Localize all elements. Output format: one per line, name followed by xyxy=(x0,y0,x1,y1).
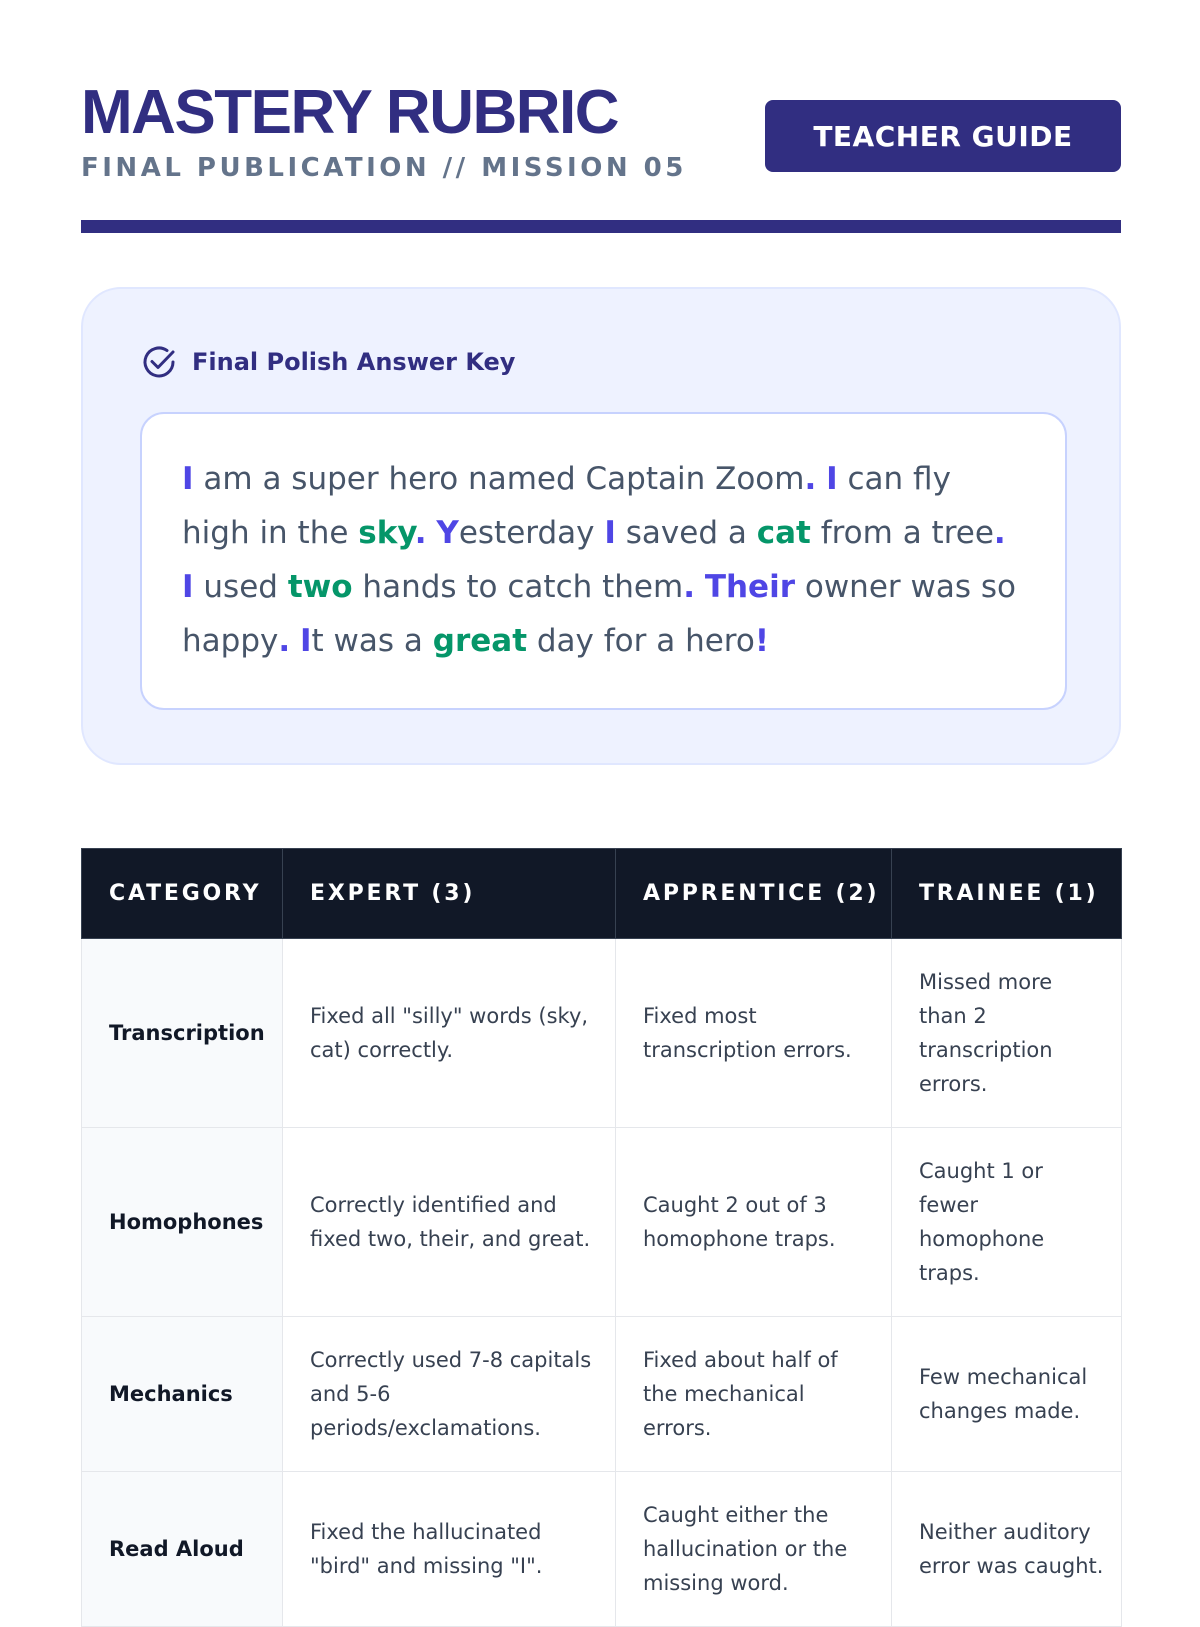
correction-highlight: . xyxy=(278,623,291,659)
teacher-guide-badge: TEACHER GUIDE xyxy=(765,100,1121,172)
passage-text: can fly high in the xyxy=(182,461,951,551)
passage-text: used xyxy=(193,569,288,605)
answer-key-header xyxy=(140,343,515,381)
passage-text: owner was so happy xyxy=(182,569,1016,659)
expert-cell: Correctly used 7-8 capitals and 5-6 periods/exclamations. xyxy=(283,1317,616,1472)
trainee-cell: Caught 1 or fewer homophone traps. xyxy=(892,1128,1122,1317)
table-row xyxy=(82,1128,1122,1317)
apprentice-cell: Fixed about half of the mechanical errors. xyxy=(616,1317,892,1472)
correction-highlight: I xyxy=(826,461,838,497)
passage-text xyxy=(695,569,705,605)
rubric-header-row xyxy=(82,849,1122,939)
passage-text xyxy=(290,623,300,659)
passage-text: t was a xyxy=(311,623,433,659)
correction-highlight: . xyxy=(993,515,1006,551)
answer-key-passage xyxy=(140,412,1067,710)
category-cell: Read Aloud xyxy=(82,1472,283,1627)
expert-cell: Fixed the hallucinated "bird" and missing "I". xyxy=(283,1472,616,1627)
page-title: MASTERY RUBRIC xyxy=(81,78,619,147)
correction-highlight: I xyxy=(604,515,616,551)
passage-text: day for a hero xyxy=(527,623,755,659)
correction-highlight: Y xyxy=(436,515,459,551)
passage-text: esterday xyxy=(458,515,605,551)
table-row xyxy=(82,1317,1122,1472)
expert-cell: Fixed all "silly" words (sky, cat) correctly. xyxy=(283,939,616,1128)
word-highlight: cat xyxy=(756,515,811,551)
passage-text: am a super hero named Captain Zoom xyxy=(193,461,805,497)
correction-highlight: . xyxy=(804,461,817,497)
passage-text: hands to catch them xyxy=(352,569,684,605)
trainee-cell: Neither auditory error was caught. xyxy=(892,1472,1122,1627)
passage-text: saved a xyxy=(615,515,757,551)
table-row xyxy=(82,1472,1122,1627)
page-subtitle: FINAL PUBLICATION // MISSION 05 xyxy=(81,153,687,183)
correction-highlight: . xyxy=(683,569,695,605)
apprentice-cell: Fixed most transcription errors. xyxy=(616,939,892,1128)
table-row xyxy=(82,939,1122,1128)
category-cell: Mechanics xyxy=(82,1317,283,1472)
correction-highlight: Their xyxy=(704,569,795,605)
column-header-apprentice: APPRENTICE (2) xyxy=(616,849,892,939)
trainee-cell: Missed more than 2 transcription errors. xyxy=(892,939,1122,1128)
passage-text: from a tree xyxy=(810,515,994,551)
rubric-table xyxy=(81,848,1122,1627)
answer-key-title: Final Polish Answer Key xyxy=(192,348,516,376)
header-divider xyxy=(81,220,1121,233)
correction-highlight: ! xyxy=(754,623,769,659)
column-header-expert: EXPERT (3) xyxy=(283,849,616,939)
correction-highlight: I xyxy=(300,623,312,659)
column-header-trainee: TRAINEE (1) xyxy=(892,849,1122,939)
page-header xyxy=(81,78,1121,188)
apprentice-cell: Caught either the hallucination or the missing word. xyxy=(616,1472,892,1627)
answer-key-card xyxy=(81,287,1121,765)
apprentice-cell: Caught 2 out of 3 homophone traps. xyxy=(616,1128,892,1317)
trainee-cell: Few mechanical changes made. xyxy=(892,1317,1122,1472)
passage-text xyxy=(427,515,437,551)
word-highlight: great xyxy=(432,623,528,659)
correction-highlight: I xyxy=(182,461,194,497)
expert-cell: Correctly identified and fixed two, their, and great. xyxy=(283,1128,616,1317)
passage-text xyxy=(816,461,826,497)
answer-key-text xyxy=(182,452,1025,668)
category-cell: Transcription xyxy=(82,939,283,1128)
check-circle-icon xyxy=(140,343,178,381)
category-cell: Homophones xyxy=(82,1128,283,1317)
correction-highlight: I xyxy=(182,569,194,605)
correction-highlight: . xyxy=(414,515,427,551)
column-header-category: CATEGORY xyxy=(82,849,283,939)
word-highlight: sky xyxy=(358,515,415,551)
word-highlight: two xyxy=(287,569,353,605)
